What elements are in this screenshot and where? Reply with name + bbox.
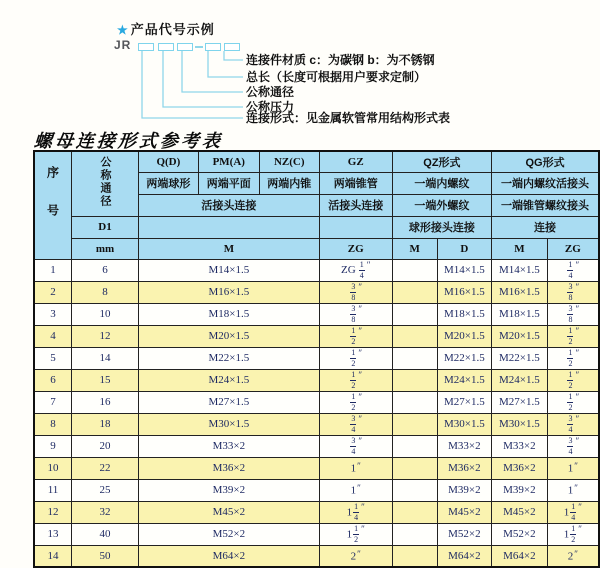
cell-gz-zg: $\frac{1}{2}$ ″ — [319, 347, 392, 369]
header-col-nz: NZ(C) — [259, 151, 319, 172]
cell-seq: 11 — [34, 479, 72, 501]
cell-gz-zg: 2″ — [319, 545, 392, 567]
cell-dn-mm: 12 — [72, 325, 139, 347]
cell-qg-zg: $\frac{1}{2}$ ″ — [547, 391, 599, 413]
cell-qz-m — [392, 391, 437, 413]
cell-qg-zg: $\frac{1}{2}$ ″ — [547, 369, 599, 391]
cell-qz-d: M20×1.5 — [437, 325, 492, 347]
cell-seq: 8 — [34, 413, 72, 435]
cell-dn-mm: 25 — [72, 479, 139, 501]
cell-qg-m: M36×2 — [492, 457, 548, 479]
label-material: 连接件材质 c：为碳钢 b：为不锈钢 — [246, 53, 435, 67]
label-diameter: 公称通径 — [246, 85, 295, 99]
table-row — [34, 325, 599, 347]
cell-dn-mm: 50 — [72, 545, 139, 567]
header-qg-m: M — [492, 238, 548, 259]
nut-connection-table — [33, 150, 600, 568]
code-box-5 — [224, 43, 240, 51]
cell-qg-m: M30×1.5 — [492, 413, 548, 435]
cell-qg-m: M33×2 — [492, 435, 548, 457]
cell-qz-d: M27×1.5 — [437, 391, 492, 413]
cell-gz-zg: $\frac{3}{8}$ ″ — [319, 281, 392, 303]
table-title: 螺母连接形式参考表 — [33, 131, 224, 151]
cell-seq: 6 — [34, 369, 72, 391]
cell-m-thread: M52×2 — [139, 523, 320, 545]
cell-seq: 7 — [34, 391, 72, 413]
cell-qg-m: M39×2 — [492, 479, 548, 501]
cell-qg-m: M64×2 — [492, 545, 548, 567]
cell-qz-d: M52×2 — [437, 523, 492, 545]
cell-dn-mm: 10 — [72, 303, 139, 325]
cell-qz-d: M36×2 — [437, 457, 492, 479]
header-qz-desc2: 一端外螺纹 — [392, 194, 491, 216]
code-box-3 — [177, 43, 193, 51]
cell-qg-zg: $\frac{1}{2}$ ″ — [547, 325, 599, 347]
cell-qg-zg: $\frac{1}{2}$ ″ — [547, 347, 599, 369]
cell-qz-m — [392, 413, 437, 435]
header-gz-conn: 活接头连接 — [319, 194, 392, 216]
header-col-qz: QZ形式 — [392, 151, 491, 172]
cell-dn-mm: 14 — [72, 347, 139, 369]
header-qz-m: M — [392, 238, 437, 259]
cell-qg-zg: 1 $\frac{1}{2}$ ″ — [547, 523, 599, 545]
header-qz-conn: 球形接头连接 — [392, 216, 491, 238]
table-row — [34, 391, 599, 413]
header-empty-gz — [319, 216, 392, 238]
cell-qz-d: M30×1.5 — [437, 413, 492, 435]
header-d1: D1 — [72, 216, 139, 238]
cell-qz-m — [392, 435, 437, 457]
header-qg-desc2: 一端锥管螺纹接头 — [492, 194, 599, 216]
table-body — [34, 259, 599, 567]
cell-qz-d: M45×2 — [437, 501, 492, 523]
cell-qz-m — [392, 479, 437, 501]
code-box-2 — [158, 43, 174, 51]
cell-seq: 14 — [34, 545, 72, 567]
cell-qz-m — [392, 369, 437, 391]
cell-m-thread: M30×1.5 — [139, 413, 320, 435]
header-dn: 公称通径 — [72, 151, 139, 216]
table-header — [34, 151, 599, 259]
cell-m-thread: M33×2 — [139, 435, 320, 457]
cell-qz-m — [392, 259, 437, 281]
cell-qg-m: M27×1.5 — [492, 391, 548, 413]
table-row — [34, 369, 599, 391]
header-q-desc: 两端球形 — [139, 172, 199, 194]
code-box-4 — [205, 43, 221, 51]
cell-qg-zg: $\frac{3}{4}$ ″ — [547, 435, 599, 457]
cell-seq: 12 — [34, 501, 72, 523]
diagram-title — [117, 19, 215, 38]
cell-qg-zg: $\frac{3}{8}$ ″ — [547, 303, 599, 325]
cell-qg-m: M18×1.5 — [492, 303, 548, 325]
cell-seq: 13 — [34, 523, 72, 545]
cell-seq: 9 — [34, 435, 72, 457]
cell-m-thread: M20×1.5 — [139, 325, 320, 347]
star-icon: ★ — [117, 23, 129, 37]
cell-qz-m — [392, 281, 437, 303]
header-seq: 序号 — [34, 151, 72, 259]
header-qz-desc1: 一端内螺纹 — [392, 172, 491, 194]
header-gz-desc: 两端锥管 — [319, 172, 392, 194]
cell-qg-zg: 1 $\frac{1}{4}$ ″ — [547, 501, 599, 523]
cell-dn-mm: 20 — [72, 435, 139, 457]
cell-gz-zg: 1″ — [319, 457, 392, 479]
cell-m-thread: M36×2 — [139, 457, 320, 479]
cell-m-thread: M64×2 — [139, 545, 320, 567]
cell-gz-zg: $\frac{1}{2}$ ″ — [319, 325, 392, 347]
cell-qz-m — [392, 523, 437, 545]
cell-qz-d: M14×1.5 — [437, 259, 492, 281]
cell-seq: 10 — [34, 457, 72, 479]
cell-dn-mm: 32 — [72, 501, 139, 523]
cell-dn-mm: 6 — [72, 259, 139, 281]
cell-qg-m: M20×1.5 — [492, 325, 548, 347]
cell-gz-zg: $\frac{1}{2}$ ″ — [319, 391, 392, 413]
cell-qz-d: M39×2 — [437, 479, 492, 501]
table-row — [34, 259, 599, 281]
cell-qz-m — [392, 347, 437, 369]
table-row — [34, 347, 599, 369]
label-pressure: 公称压力 — [246, 100, 295, 114]
header-col-gz: GZ — [319, 151, 392, 172]
code-box-1 — [138, 43, 154, 51]
cell-seq: 4 — [34, 325, 72, 347]
cell-dn-mm: 16 — [72, 391, 139, 413]
cell-qz-m — [392, 545, 437, 567]
cell-gz-zg: $\frac{3}{4}$ ″ — [319, 435, 392, 457]
cell-qg-m: M16×1.5 — [492, 281, 548, 303]
header-empty-m — [139, 216, 320, 238]
cell-m-thread: M27×1.5 — [139, 391, 320, 413]
header-col-qg: QG形式 — [492, 151, 599, 172]
header-union-conn: 活接头连接 — [139, 194, 320, 216]
cell-qg-m: M24×1.5 — [492, 369, 548, 391]
table-row — [34, 303, 599, 325]
product-code-prefix: JR — [114, 38, 132, 52]
header-pm-desc: 两端平面 — [198, 172, 259, 194]
header-qg-zg: ZG — [547, 238, 599, 259]
cell-dn-mm: 18 — [72, 413, 139, 435]
cell-qz-m — [392, 457, 437, 479]
cell-m-thread: M18×1.5 — [139, 303, 320, 325]
table-row — [34, 479, 599, 501]
label-length: 总长（长度可根据用户要求定制） — [246, 70, 427, 84]
cell-qz-m — [392, 303, 437, 325]
cell-qz-d: M64×2 — [437, 545, 492, 567]
cell-dn-mm: 8 — [72, 281, 139, 303]
cell-seq: 2 — [34, 281, 72, 303]
header-qg-conn: 连接 — [492, 216, 599, 238]
cell-gz-zg: $\frac{1}{2}$ ″ — [319, 369, 392, 391]
cell-dn-mm: 22 — [72, 457, 139, 479]
cell-gz-zg: 1″ — [319, 479, 392, 501]
cell-qg-zg: 1″ — [547, 457, 599, 479]
cell-gz-zg: $\frac{3}{8}$ ″ — [319, 303, 392, 325]
cell-qg-m: M45×2 — [492, 501, 548, 523]
cell-qg-zg: 1″ — [547, 479, 599, 501]
header-qg-desc1: 一端内螺纹活接头 — [492, 172, 599, 194]
cell-qg-m: M22×1.5 — [492, 347, 548, 369]
table-row — [34, 545, 599, 567]
cell-qg-zg: $\frac{1}{4}$ ″ — [547, 259, 599, 281]
cell-m-thread: M24×1.5 — [139, 369, 320, 391]
cell-qz-m — [392, 501, 437, 523]
cell-qz-d: M22×1.5 — [437, 347, 492, 369]
cell-gz-zg: 1 $\frac{1}{2}$ ″ — [319, 523, 392, 545]
header-col-q: Q(D) — [139, 151, 199, 172]
cell-dn-mm: 40 — [72, 523, 139, 545]
cell-gz-zg: 1 $\frac{1}{4}$ ″ — [319, 501, 392, 523]
cell-seq: 5 — [34, 347, 72, 369]
label-conn-form: 连接形式：见金属软管常用结构形式表 — [246, 111, 451, 125]
cell-gz-zg: $\frac{3}{4}$ ″ — [319, 413, 392, 435]
cell-qz-d: M16×1.5 — [437, 281, 492, 303]
cell-qg-m: M52×2 — [492, 523, 548, 545]
cell-seq: 3 — [34, 303, 72, 325]
table-row — [34, 501, 599, 523]
cell-qz-d: M18×1.5 — [437, 303, 492, 325]
cell-qz-d: M24×1.5 — [437, 369, 492, 391]
cell-m-thread: M22×1.5 — [139, 347, 320, 369]
header-m: M — [139, 238, 320, 259]
table-row — [34, 413, 599, 435]
header-mm: mm — [72, 238, 139, 259]
cell-qg-zg: $\frac{3}{8}$ ″ — [547, 281, 599, 303]
table-row — [34, 523, 599, 545]
cell-qg-zg: 2″ — [547, 545, 599, 567]
cell-dn-mm: 15 — [72, 369, 139, 391]
header-col-pm: PM(A) — [198, 151, 259, 172]
cell-gz-zg: ZG $\frac{1}{4}$ ″ — [319, 259, 392, 281]
table-row — [34, 435, 599, 457]
cell-m-thread: M39×2 — [139, 479, 320, 501]
cell-qz-d: M33×2 — [437, 435, 492, 457]
header-nz-desc: 两端内锥 — [259, 172, 319, 194]
cell-seq: 1 — [34, 259, 72, 281]
cell-qz-m — [392, 325, 437, 347]
header-zg: ZG — [319, 238, 392, 259]
table-row — [34, 281, 599, 303]
header-qz-d: D — [437, 238, 492, 259]
cell-m-thread: M16×1.5 — [139, 281, 320, 303]
table-row — [34, 457, 599, 479]
cell-m-thread: M14×1.5 — [139, 259, 320, 281]
cell-qg-zg: $\frac{3}{4}$ ″ — [547, 413, 599, 435]
cell-qg-m: M14×1.5 — [492, 259, 548, 281]
cell-m-thread: M45×2 — [139, 501, 320, 523]
diagram-title-text: 产品代号示例 — [130, 22, 215, 37]
